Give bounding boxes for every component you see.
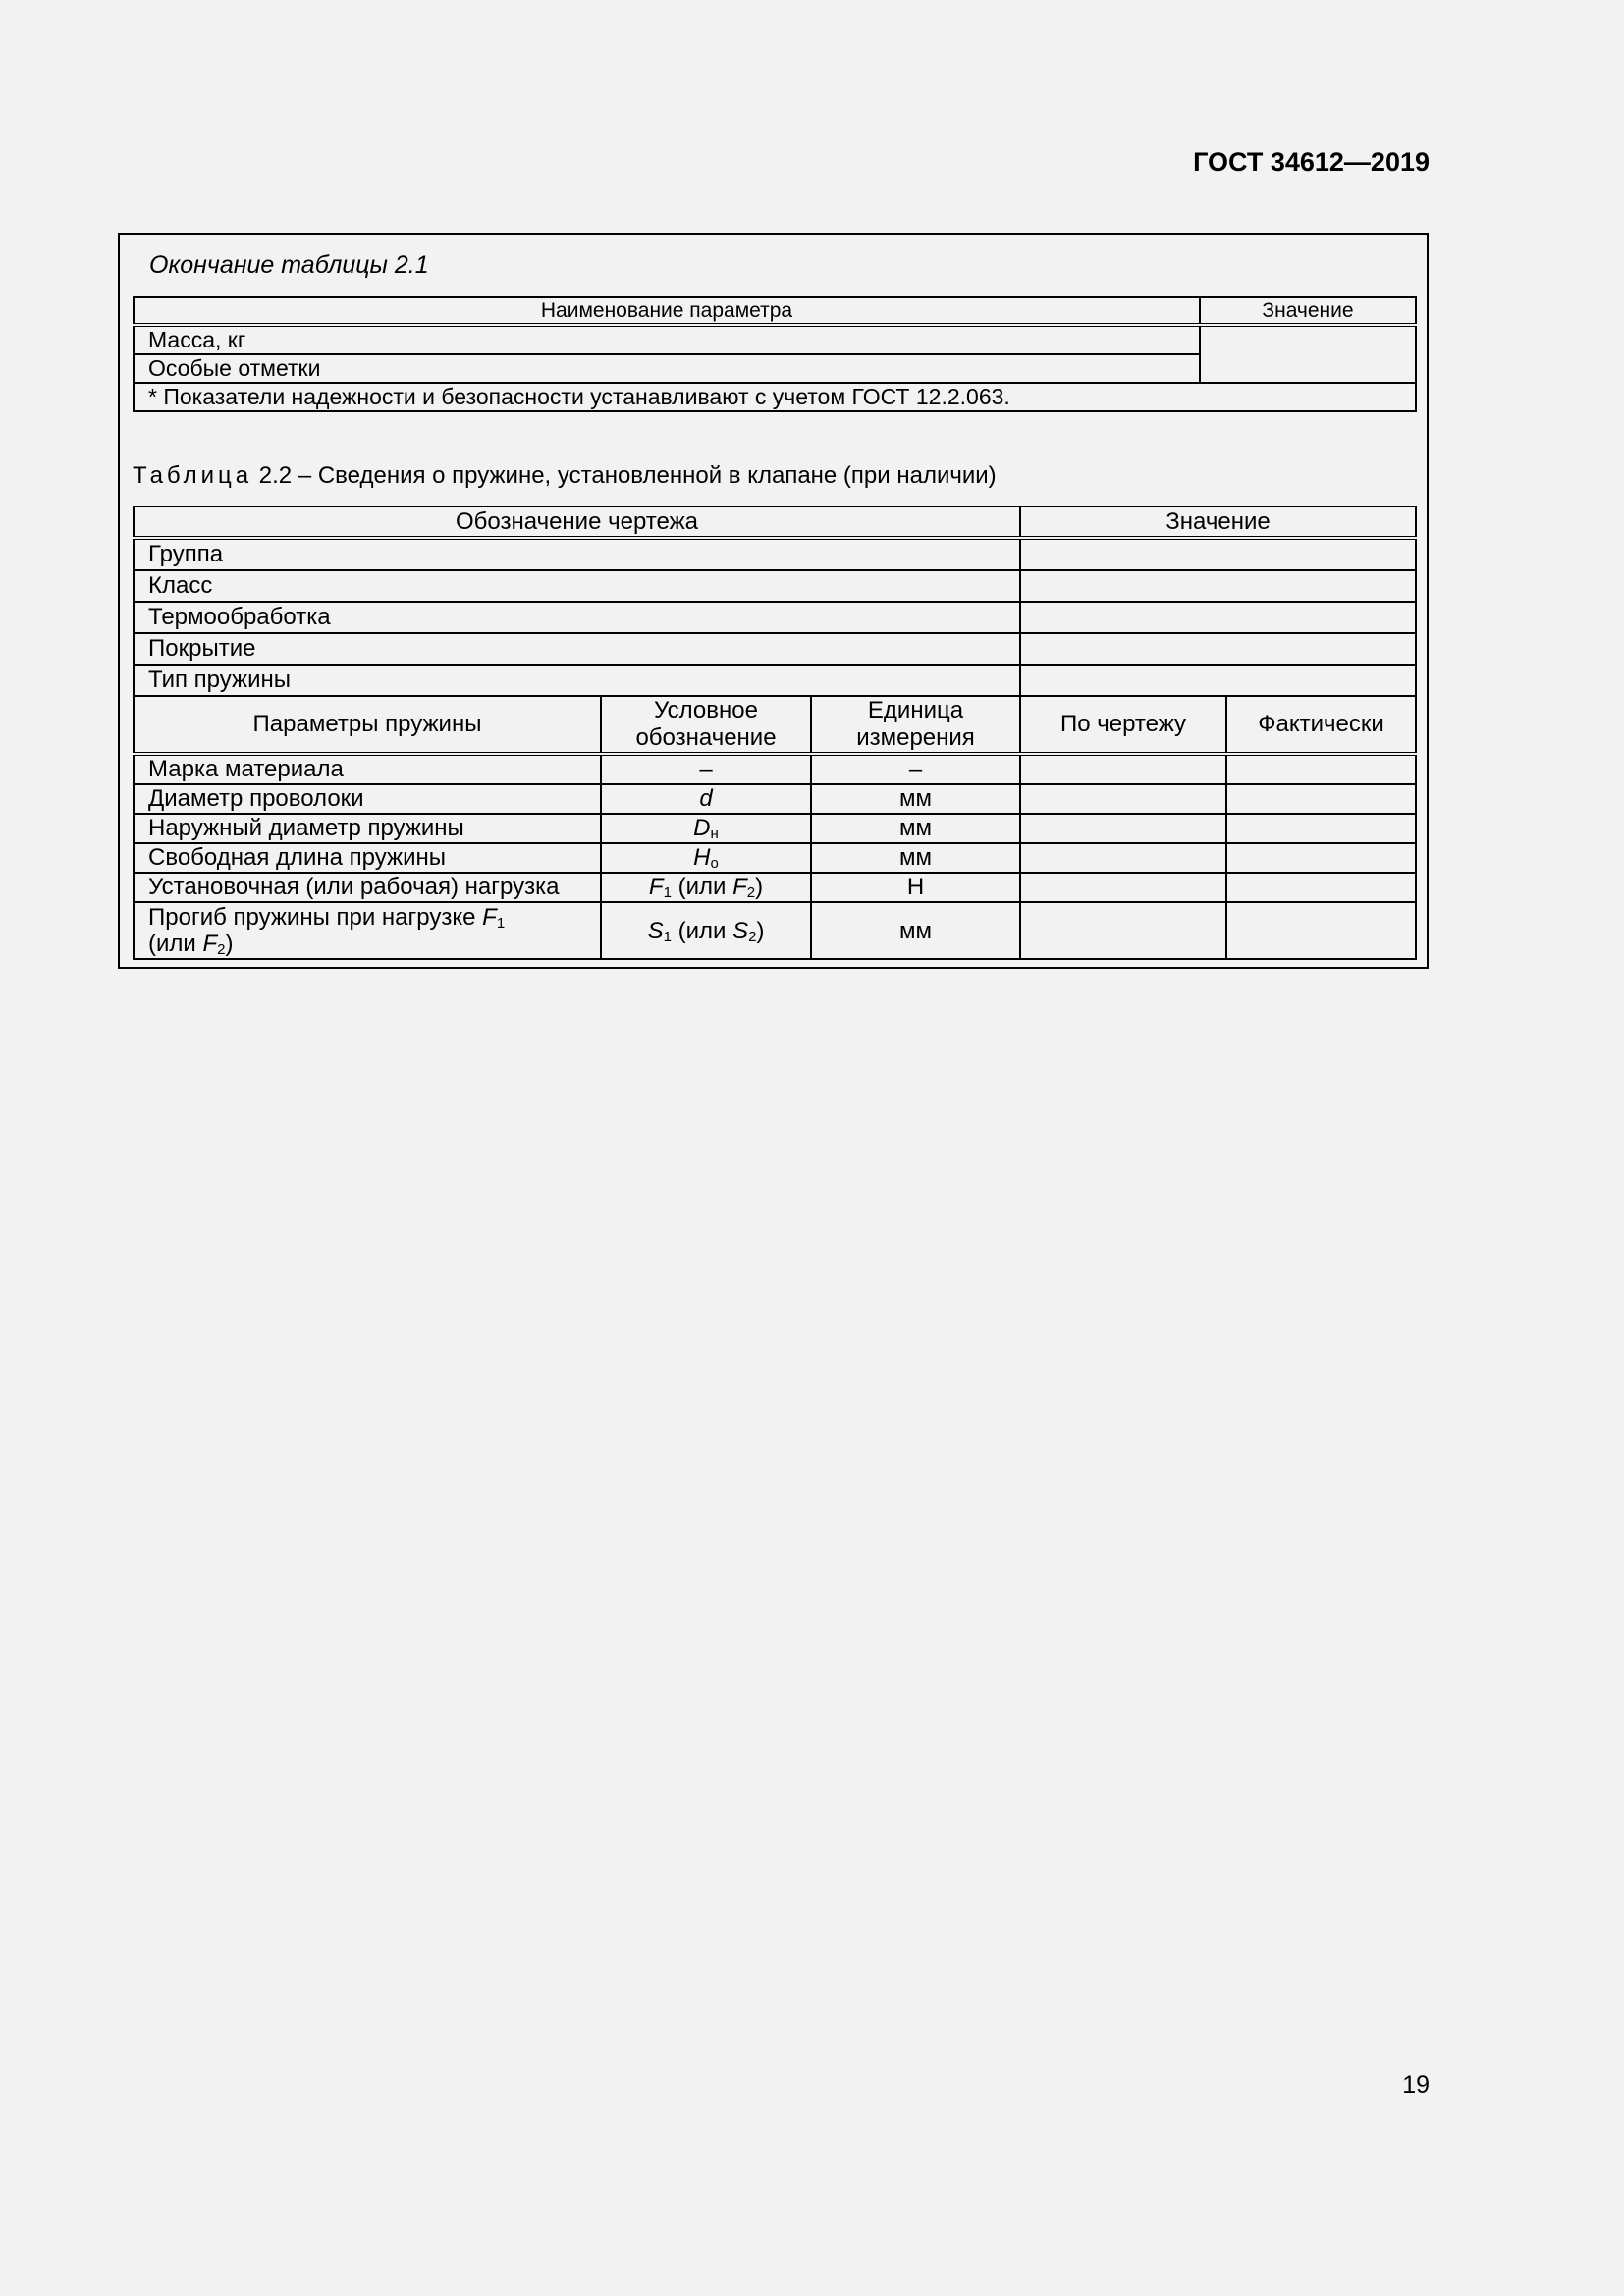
symbol-subscript: 1: [663, 928, 672, 945]
symbol-text: (или: [671, 874, 733, 900]
subheader-actual: Фактически: [1226, 696, 1416, 754]
actual-cell: [1226, 902, 1416, 959]
by-drawing-cell: [1020, 814, 1226, 843]
param-name: Установочная (или рабочая) нагрузка: [134, 873, 601, 902]
name-subscript: 2: [217, 941, 226, 958]
param-name: Свободная длина пружины: [134, 843, 601, 873]
symbol-letter: F: [732, 874, 747, 900]
table-2-2-caption: [133, 462, 997, 490]
param-unit: мм: [811, 843, 1020, 873]
param-name: Наружный диаметр пружины: [134, 814, 601, 843]
param-unit: мм: [811, 902, 1020, 959]
column-header-drawing-designation: Обозначение чертежа: [134, 507, 1020, 538]
column-header-parameter-name: Наименование параметра: [134, 297, 1200, 325]
actual-cell: [1226, 873, 1416, 902]
name-text: Прогиб пружины при нагрузке: [148, 904, 483, 931]
symbol-letter: D: [693, 815, 711, 841]
value-cell: [1020, 633, 1416, 665]
param-name: Марка материала: [134, 754, 601, 784]
symbol-letter: F: [648, 874, 664, 900]
symbol-letter: S: [647, 917, 664, 944]
row-label-group: Группа: [134, 538, 1020, 570]
table-2-1-caption: Окончание таблицы 2.1: [149, 251, 429, 279]
row-label-mass: Масса, кг: [134, 325, 1200, 354]
param-symbol: –: [601, 754, 811, 784]
param-symbol: [601, 843, 811, 873]
value-cell: [1020, 665, 1416, 696]
actual-cell: [1226, 784, 1416, 814]
value-cell: [1020, 538, 1416, 570]
column-header-value: Значение: [1020, 507, 1416, 538]
symbol-subscript: 1: [663, 884, 672, 901]
table-footnote: * Показатели надежности и безопасности устанавливают с учетом ГОСТ 12.2.063.: [134, 383, 1416, 411]
table-2-1: [133, 296, 1417, 412]
column-header-value: Значение: [1200, 297, 1416, 325]
by-drawing-cell: [1020, 754, 1226, 784]
symbol-text: (или: [671, 917, 733, 944]
document-code: ГОСТ 34612—2019: [1193, 147, 1430, 177]
param-unit: мм: [811, 814, 1020, 843]
name-symbol: F: [202, 931, 218, 957]
param-symbol: [601, 902, 811, 959]
value-cell: [1020, 570, 1416, 602]
page-number: 19: [1402, 2071, 1430, 2099]
param-unit: Н: [811, 873, 1020, 902]
value-cell: [1200, 325, 1416, 383]
name-subscript: 1: [496, 915, 506, 932]
by-drawing-cell: [1020, 843, 1226, 873]
param-unit: мм: [811, 784, 1020, 814]
name-text: (или: [148, 931, 203, 957]
symbol-letter: S: [732, 917, 749, 944]
by-drawing-cell: [1020, 902, 1226, 959]
row-label-class: Класс: [134, 570, 1020, 602]
symbol-subscript: o: [710, 855, 719, 872]
actual-cell: [1226, 754, 1416, 784]
param-symbol: d: [601, 784, 811, 814]
name-text: ): [225, 931, 234, 957]
subheader-unit: Единица измерения: [811, 696, 1020, 754]
subheader-by-drawing: По чертежу: [1020, 696, 1226, 754]
symbol-text: ): [756, 917, 765, 944]
param-name: [134, 902, 601, 959]
symbol-subscript: н: [710, 826, 719, 842]
table-caption-word: Таблица: [133, 462, 253, 489]
subheader-symbol: Условное обозначение: [601, 696, 811, 754]
row-label-coating: Покрытие: [134, 633, 1020, 665]
by-drawing-cell: [1020, 873, 1226, 902]
subheader-spring-parameters: Параметры пружины: [134, 696, 601, 754]
value-cell: [1020, 602, 1416, 633]
param-symbol: [601, 873, 811, 902]
param-name: Диаметр проволоки: [134, 784, 601, 814]
param-unit: –: [811, 754, 1020, 784]
actual-cell: [1226, 843, 1416, 873]
row-label-special-notes: Особые отметки: [134, 354, 1200, 383]
actual-cell: [1226, 814, 1416, 843]
name-symbol: F: [482, 904, 497, 931]
symbol-subscript: 2: [748, 928, 757, 945]
table-2-2: [133, 506, 1417, 960]
symbol-text: ): [755, 874, 764, 900]
row-label-spring-type: Тип пружины: [134, 665, 1020, 696]
param-symbol: [601, 814, 811, 843]
table-caption-text: 2.2 – Сведения о пружине, установленной в клапане (при наличии): [258, 462, 997, 489]
symbol-subscript: 2: [746, 884, 756, 901]
symbol-letter: H: [693, 844, 711, 871]
by-drawing-cell: [1020, 784, 1226, 814]
row-label-heat-treatment: Термообработка: [134, 602, 1020, 633]
